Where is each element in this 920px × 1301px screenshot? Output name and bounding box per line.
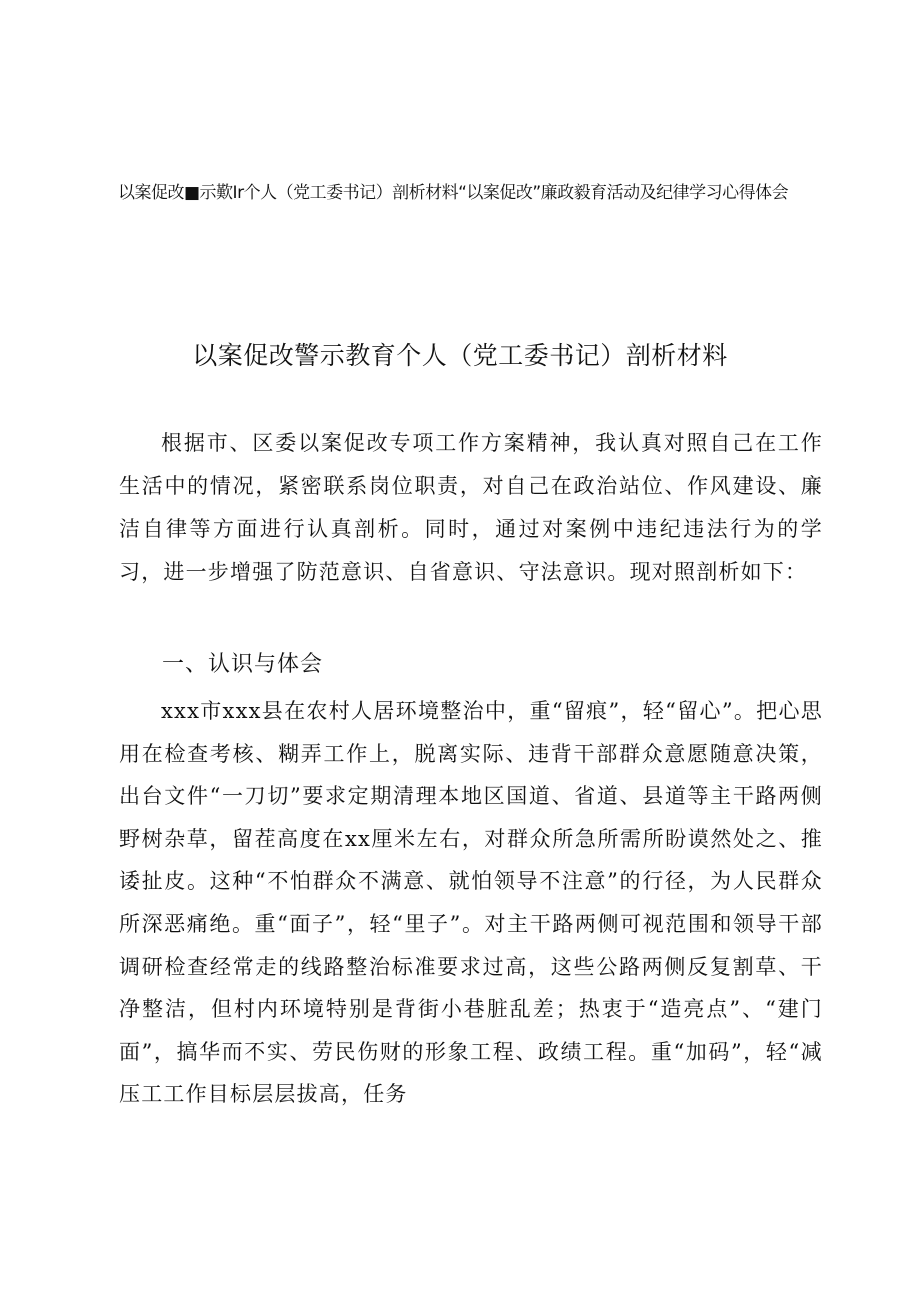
section-1-paragraph: xxx市xxx县在农村人居环境整治中，重“留痕”，轻“留心”。把心思用在检查考核、糊弄工作上，脱离实际、违背干部群众意愿随意决策，出台文件“一刀切”要求定期清理本地区国道、省道、县道等主干路两侧野树杂草，留茬高度在xx厘米左右，对群众所急所需所盼谟然处之、推诿扯皮。这种“不怕群众不满意、就怕领导不注意”的行径，为人民群众所深恶痛绝。重“面子”，轻“里子”。对主干路两侧可视范围和领导干部调研检查经常走的线路整治标准要求过高，这些公路两侧反复割草、干净整洁，但村内环境特别是背街小巷脏乱差；热衷于“造亮点”、“建门面”，搞华而不实、劳民伤财的形象工程、政绩工程。重“加码”，轻“减压工工作目标层层拔高，任务 xyxy=(119,699,823,1107)
document-main-title: 以案促改警示教育个人（党工委书记）剖析材料 xyxy=(192,341,728,370)
intro-section xyxy=(119,422,823,594)
intro-paragraph: 根据市、区委以案促改专项工作方案精神，我认真对照自己在工作生活中的情况，紧密联系岗位职责，对自己在政治站位、作风建设、廉洁自律等方面进行认真剖析。同时，通过对案例中违纪违法行为的学习，进一步增强了防范意识、自省意识、守法意识。现对照剖析如下： xyxy=(119,431,823,585)
document-header-title: 以案促改■示歎Ir个人（党工委书记）剖析材料“以案促改”廉政毅育活动及纪律学习心得体会 xyxy=(118,183,789,203)
section-1-heading: 一、认识与体会 xyxy=(162,652,324,677)
section-1-body xyxy=(119,690,823,1116)
